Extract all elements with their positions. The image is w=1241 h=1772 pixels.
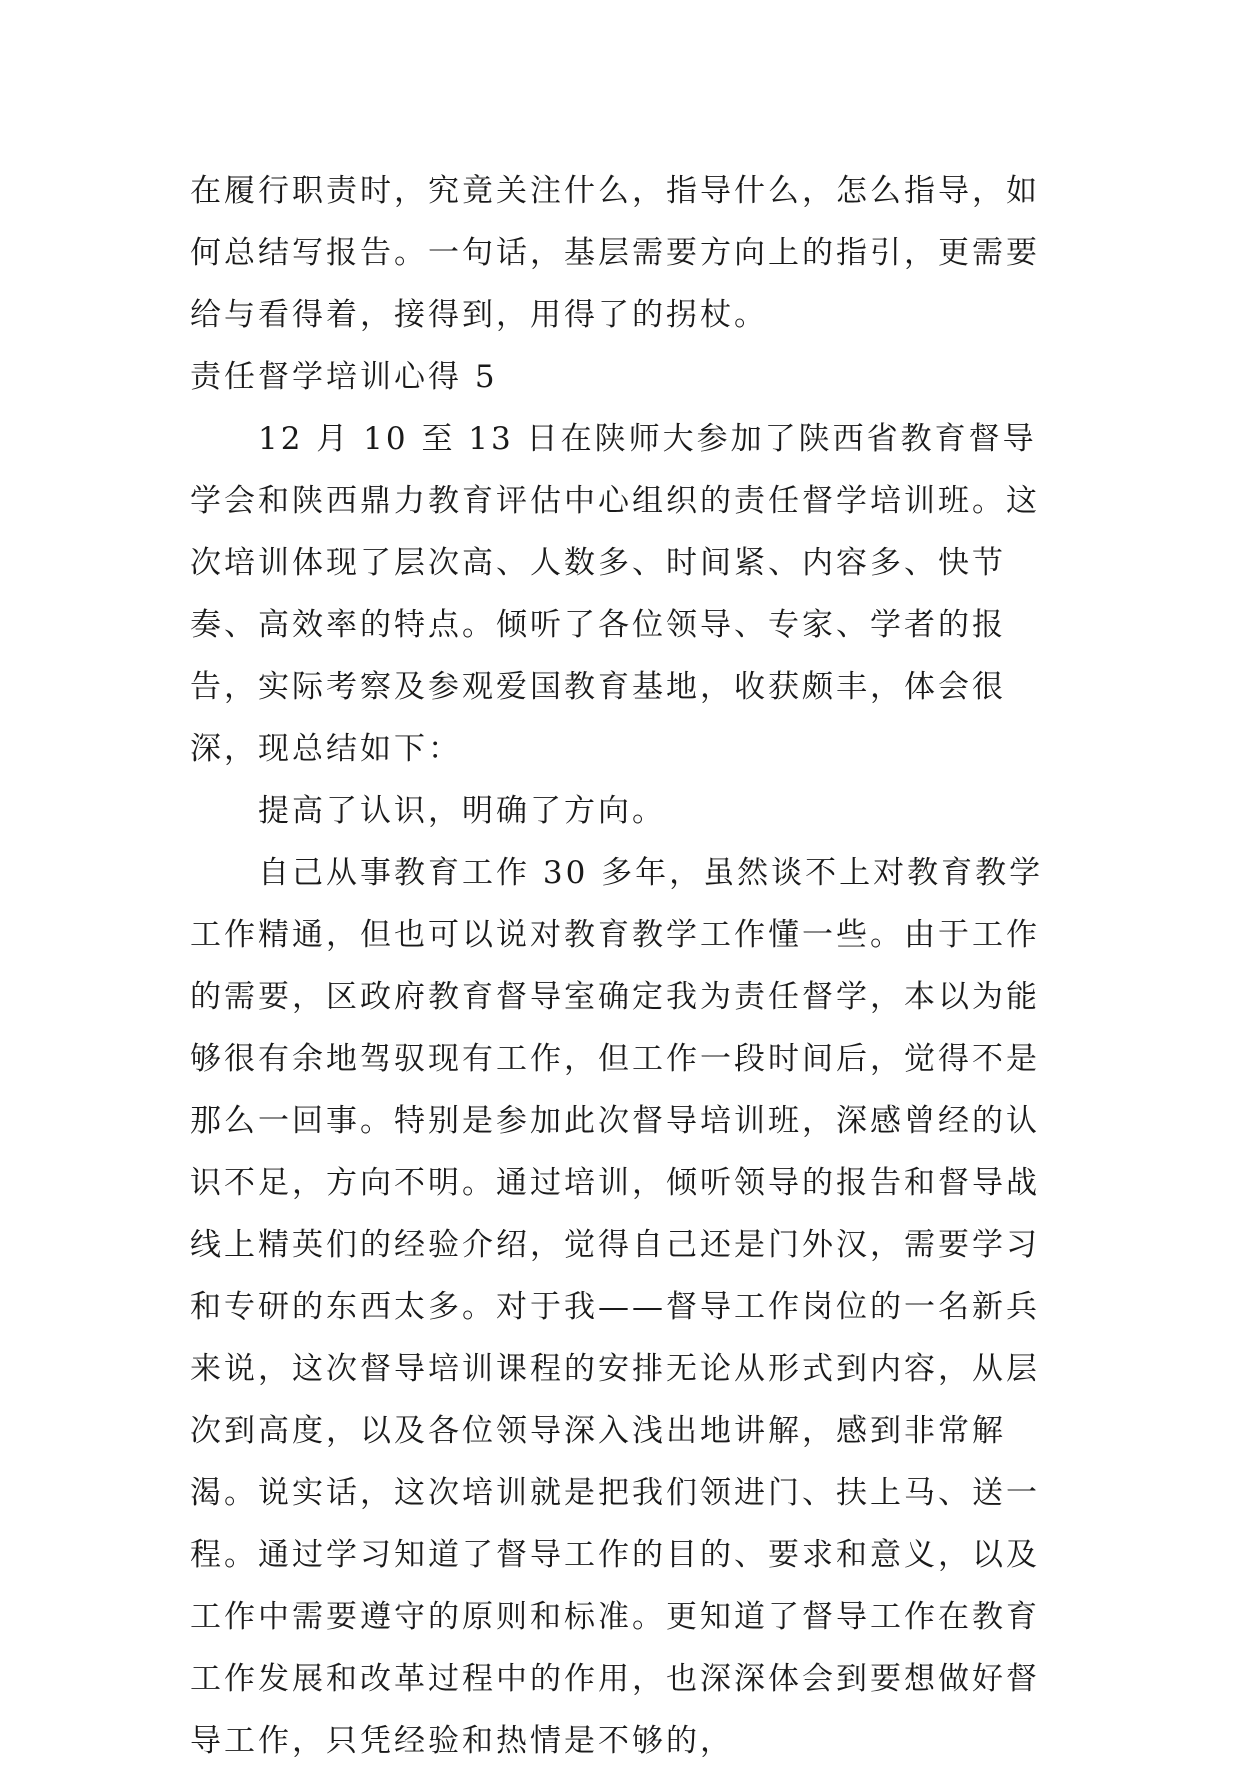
section-heading: 责任督学培训心得 5: [190, 359, 498, 395]
paragraph-body: 自己从事教育工作 30 多年，虽然谈不上对教育教学工作精通，但也可以说对教育教学工作懂一些。由于工作的需要，区政府教育督导室确定我为责任督学，本以为能够很有余地驾驭现有工作，但工作一段时间后，觉得不是那么一回事。特别是参加此次督导培训班，深感曾经的认识不足，方向不明。通过培训，倾听领导的报告和督导战线上精英们的经验介绍，觉得自己还是门外汉，需要学习和专研的东西太多。对于我——督导工作岗位的一名新兵来说，这次督导培训课程的安排无论从形式到内容，从层次到高度，以及各位领导深入浅出地讲解，感到非常解渴。说实话，这次培训就是把我们领进门、扶上马、送一程。通过学习知道了督导工作的目的、要求和意义，以及工作中需要遵守的原则和标准。更知道了督导工作在教育工作发展和改革过程中的作用，也深深体会到要想做好督导工作，只凭经验和热情是不够的，: [190, 855, 1044, 1759]
document-body: [190, 160, 1050, 1772]
paragraph-subheading: 提高了认识，明确了方向。: [258, 793, 666, 829]
paragraph-continuation: 在履行职责时，究竟关注什么，指导什么，怎么指导，如何总结写报告。一句话，基层需要方向上的指引，更需要给与看得着，接得到，用得了的拐杖。: [190, 173, 1040, 333]
paragraph-intro: 12 月 10 至 13 日在陕师大参加了陕西省教育督导学会和陕西鼎力教育评估中心组织的责任督学培训班。这次培训体现了层次高、人数多、时间紧、内容多、快节奏、高效率的特点。倾听了各位领导、专家、学者的报告，实际考察及参观爱国教育基地，收获颇丰，体会很深，现总结如下：: [190, 421, 1040, 767]
